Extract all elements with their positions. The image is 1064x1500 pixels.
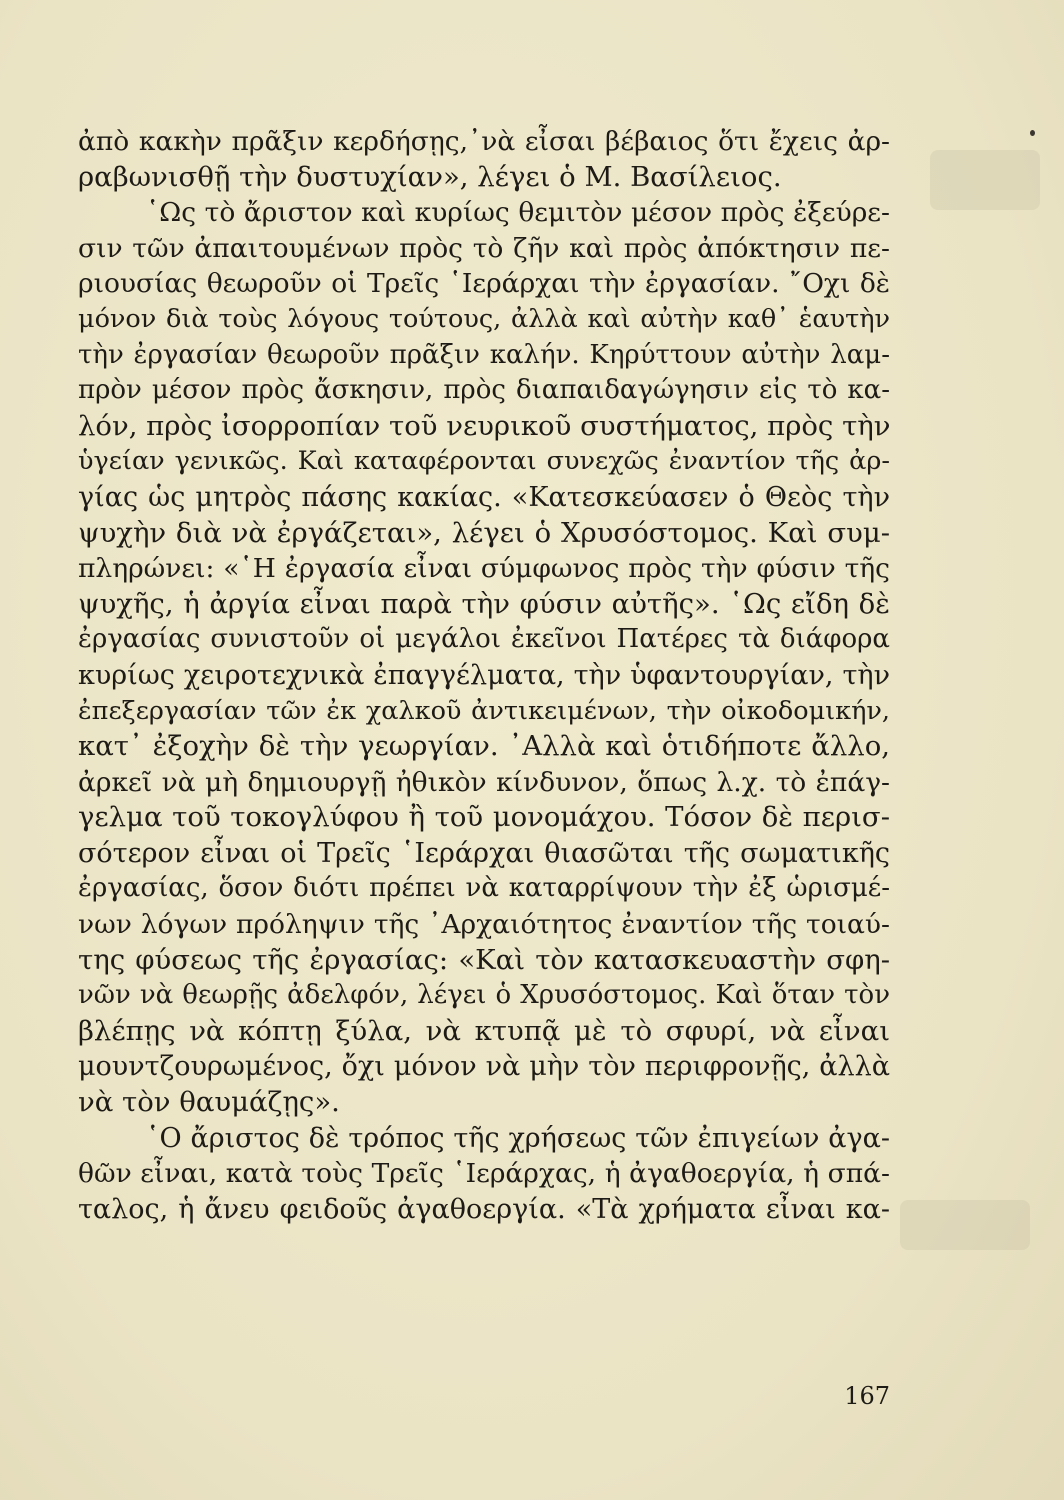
text-line: κατ᾿ ἐξοχὴν δὲ τὴν γεωργίαν. ᾿Αλλὰ καὶ ὁτιδήποτε ἄλλο, <box>78 730 890 763</box>
text-line: νων λόγων πρόληψιν τῆς ᾿Αρχαιότητος ἐναντίον τῆς τοιαύ- <box>78 909 890 941</box>
text-line: ραβωνισθῇ τὴν δυστυχίαν», λέγει ὁ Μ. Βασίλειος. <box>78 160 782 193</box>
text-line: ταλος, ἡ ἄνευ φειδοῦς ἀγαθοεργία. «Τὰ χρήματα εἶναι κα- <box>78 1193 890 1225</box>
text-line: ῾Ως τὸ ἄριστον καὶ κυρίως θεμιτὸν μέσον πρὸς ἐξεύρε- <box>146 197 890 229</box>
text-line: τὴν ἐργασίαν θεωροῦν πρᾶξιν καλήν. Κηρύττουν αὐτὴν λαμ- <box>78 339 890 370</box>
text-line: πληρώνει: «῾Η ἐργασία εἶναι σύμφωνος πρὸς τὴν φύσιν τῆς <box>78 553 890 585</box>
page-number: 167 <box>844 1382 890 1410</box>
text-line: σότερον εἶναι οἱ Τρεῖς ῾Ιεράρχαι θιασῶται τῆς σωματικῆς <box>78 837 890 869</box>
text-line: νῶν νὰ θεωρῇς ἀδελφόν, λέγει ὁ Χρυσόστομος. Καὶ ὅταν τὸν <box>78 980 890 1011</box>
text-line: μουντζουρωμένος, ὄχι μόνον νὰ μὴν τὸν περιφρονῇς, ἀλλὰ <box>78 1051 890 1083</box>
text-line: της φύσεως τῆς ἐργασίας: «Καὶ τὸν κατασκευαστὴν σφη- <box>78 943 890 976</box>
text-line: ἐπεξεργασίαν τῶν ἐκ χαλκοῦ ἀντικειμένων, τὴν οἰκοδομικήν, <box>78 695 890 726</box>
text-line: ριουσίας θεωροῦν οἱ Τρεῖς ῾Ιεράρχαι τὴν ἐργασίαν. ῎Οχι δὲ <box>78 268 890 300</box>
show-through-mark <box>900 1200 1030 1250</box>
text-line: ἀπὸ κακὴν πρᾶξιν κερδήσῃς,᾿νὰ εἶσαι βέβαιος ὅτι ἔχεις ἀρ- <box>78 126 890 157</box>
text-line: ἐργασίας, ὅσον διότι πρέπει νὰ καταρρίψουν τὴν ἐξ ὡρισμέ- <box>78 873 890 904</box>
text-line: κυρίως χειροτεχνικὰ ἐπαγγέλματα, τὴν ὑφαντουργίαν, τὴν <box>78 659 890 691</box>
body-text <box>78 124 890 1227</box>
text-line: θῶν εἶναι, κατὰ τοὺς Τρεῖς ῾Ιεράρχας, ἡ ἀγαθοεργία, ἡ σπά- <box>78 1158 890 1190</box>
ink-speck <box>1030 130 1035 136</box>
text-line: λόν, πρὸς ἰσορροπίαν τοῦ νευρικοῦ συστήματος, πρὸς τὴν <box>78 409 891 442</box>
text-line: ψυχῆς, ἡ ἀργία εἶναι παρὰ τὴν φύσιν αὐτῆς». ῾Ως εἴδη δὲ <box>78 587 890 620</box>
text-line: ὑγείαν γενικῶς. Καὶ καταφέρονται συνεχῶς ἐναντίον τῆς ἀρ- <box>78 446 890 477</box>
show-through-mark <box>930 150 1040 210</box>
text-line: σιν τῶν ἀπαιτουμένων πρὸς τὸ ζῆν καὶ πρὸς ἀπόκτησιν πε- <box>78 232 890 264</box>
text-line: νὰ τὸν θαυμάζῃς». <box>78 1086 340 1119</box>
text-line: γίας ὡς μητρὸς πάσης κακίας. «Κατεσκεύασεν ὁ Θεὸς τὴν <box>78 481 890 513</box>
text-line: πρὸν μέσον πρὸς ἄσκησιν, πρὸς διαπαιδαγώγησιν εἰς τὸ κα- <box>78 375 890 406</box>
text-line: γελμα τοῦ τοκογλύφου ἢ τοῦ μονομάχου. Τόσον δὲ περισ- <box>78 801 890 834</box>
text-line: ψυχὴν διὰ νὰ ἐργάζεται», λέγει ὁ Χρυσόστομος. Καὶ συμ- <box>78 516 890 549</box>
text-line: ῾Ο ἄριστος δὲ τρόπος τῆς χρήσεως τῶν ἐπιγείων ἀγα- <box>146 1122 890 1154</box>
text-line: μόνον διὰ τοὺς λόγους τούτους, ἀλλὰ καὶ αὐτὴν καθ᾿ ἑαυτὴν <box>78 303 890 334</box>
text-line: ἀρκεῖ νὰ μὴ δημιουργῇ ἠθικὸν κίνδυνον, ὅπως λ.χ. τὸ ἐπάγ- <box>78 766 890 798</box>
text-line: ἐργασίας συνιστοῦν οἱ μεγάλοι ἐκεῖνοι Πατέρες τὰ διάφορα <box>78 624 890 655</box>
text-line: βλέπῃς νὰ κόπτῃ ξύλα, νὰ κτυπᾷ μὲ τὸ σφυρί, νὰ εἶναι <box>78 1014 890 1047</box>
